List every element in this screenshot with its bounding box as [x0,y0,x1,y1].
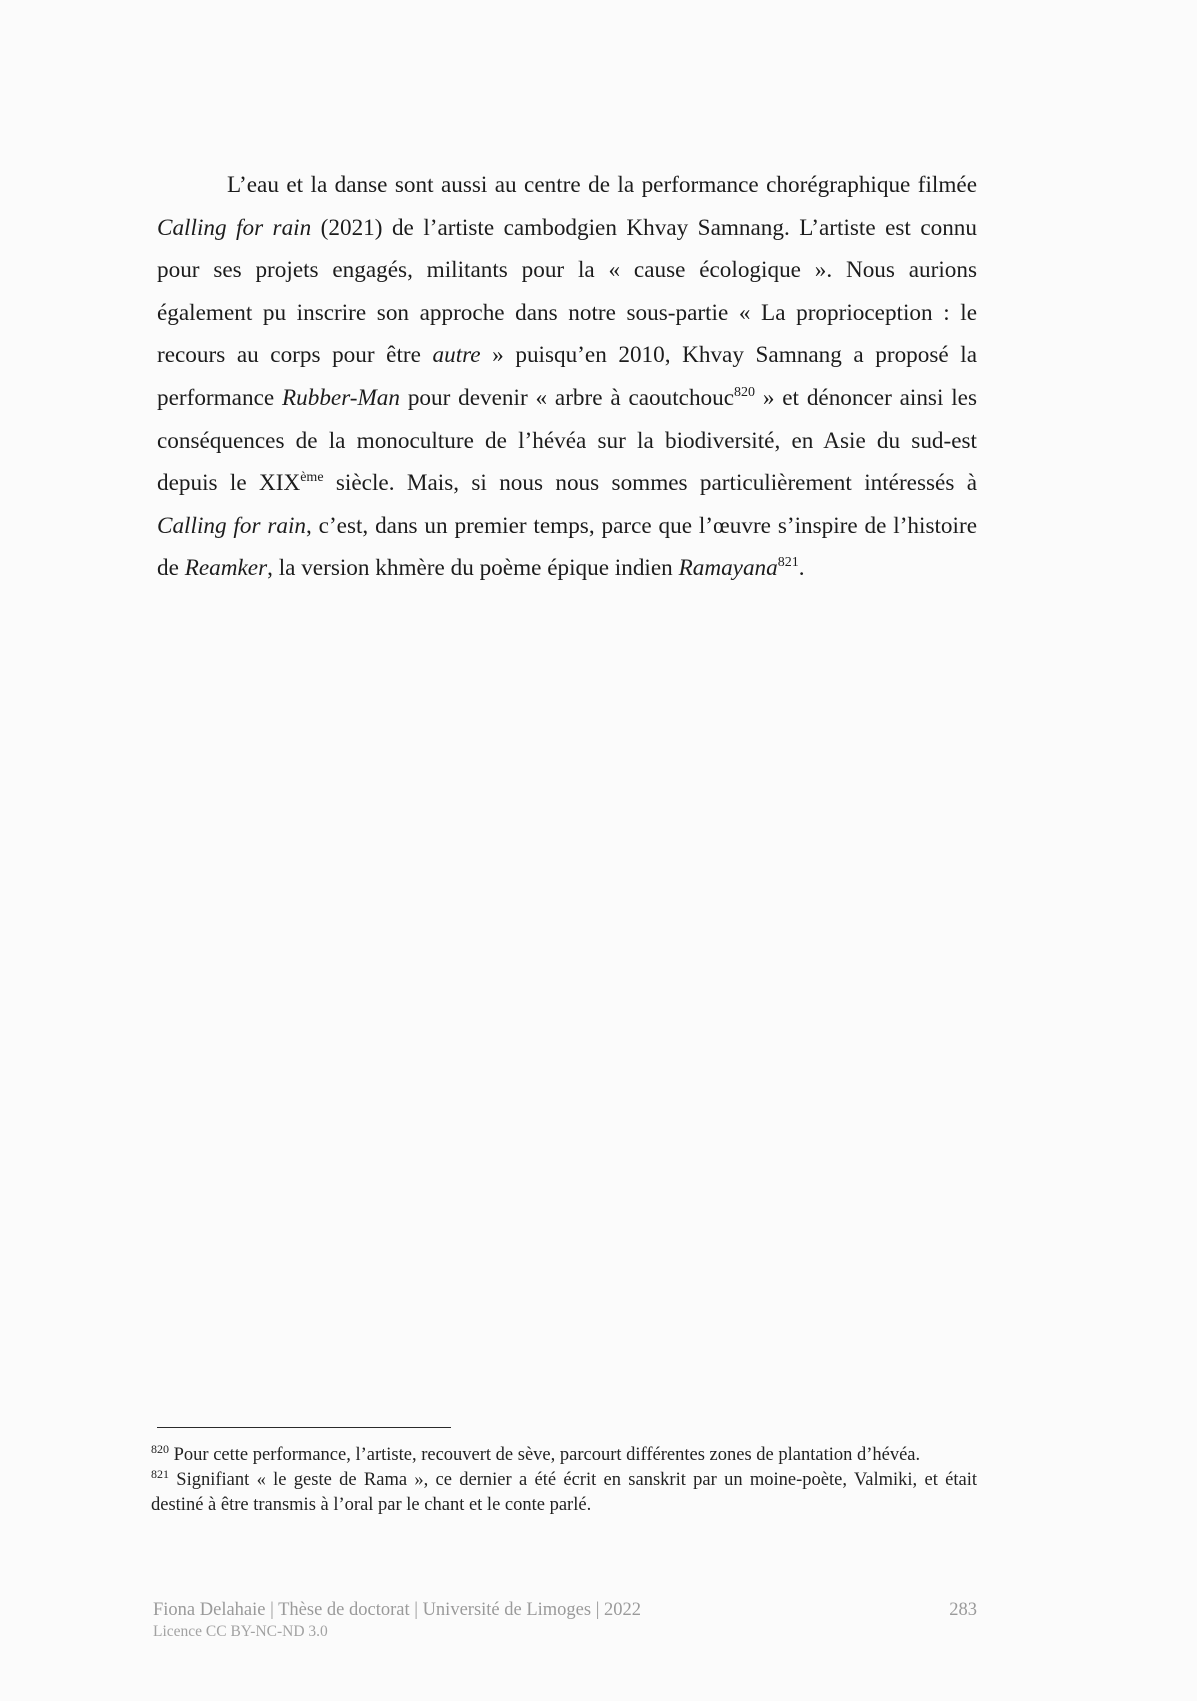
footnote-ref[interactable]: 820 [734,384,756,400]
text-run: , la version khmère du poème épique indien [267,555,679,582]
footnote [151,1443,977,1468]
footnote-text: Signifiant « le geste de Rama », ce dernier a été écrit en sanskrit par un moine-poète, Valmiki, et était destiné à être transmis à l’oral par le chant et le conte parlé. [151,1470,977,1515]
text-run: , c’est, dans un premier temps, parce que l’œuvre s’inspire de l’histoire de [157,512,977,582]
work-title: Ramayana [678,555,778,582]
footnote-text: Pour cette performance, l’artiste, recouvert de sève, parcourt différentes zones de plantation d’hévéa. [169,1445,921,1465]
footnote [151,1468,977,1518]
footnote-number: 821 [151,1467,169,1481]
paragraph [157,164,977,590]
emphasis: autre [432,342,481,369]
text-run: . [798,555,805,582]
text-run: L’eau et la danse sont aussi au centre de la performance chorégraphique filmée [227,172,977,198]
footnotes [151,1443,977,1518]
footer-attribution: Fiona Delahaie | Thèse de doctorat | Université de Limoges | 2022 [153,1600,642,1620]
footnote-separator [157,1427,451,1428]
footnote-ref[interactable]: 821 [777,555,799,571]
superscript: ème [300,470,324,486]
page-number: 283 [949,1600,977,1620]
work-title: Reamker [184,555,268,582]
work-title: Calling for rain [157,512,306,539]
text-run: siècle. Mais, si nous nous sommes particulièrement intéressés à [323,470,977,497]
license-text: Licence CC BY-NC-ND 3.0 [153,1623,328,1640]
work-title: Rubber-Man [281,384,400,411]
text-run: (2021) de l’artiste cambodgien Khvay Samnang. L’artiste est connu pour ses projets engagés, militants pour la « cause écologique ». Nous aurions également pu inscrire son approche dans notre sous-partie « La proprioception : le recours au corps pour être [157,214,977,369]
page-footer [153,1600,977,1641]
text-run: » et dénoncer ainsi les conséquences de la monoculture de l’hévéa sur la biodiversité, en Asie du sud-est depuis le XIX [157,384,977,497]
text-run: » puisqu’en 2010, Khvay Samnang a proposé la performance [157,342,977,411]
text-run: pour devenir « arbre à caoutchouc [400,384,735,411]
footnote-number: 820 [151,1442,169,1456]
work-title: Calling for rain [157,214,312,241]
body-text [157,164,977,590]
